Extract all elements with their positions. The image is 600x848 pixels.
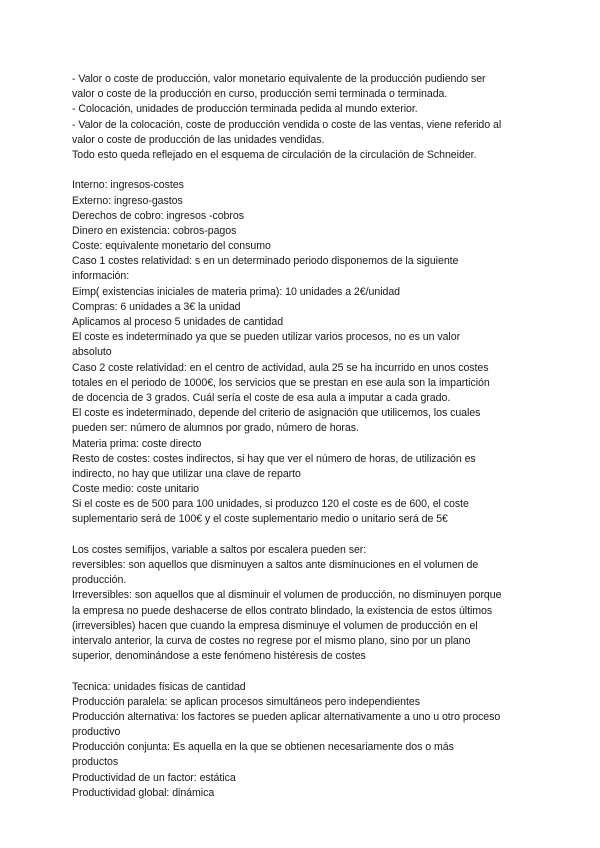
text-line: Derechos de cobro: ingresos -cobros: [72, 209, 244, 222]
paragraph-cost-definitions: [72, 178, 534, 527]
paragraph-semifixed-costs: [72, 543, 534, 665]
text-line: superior, denominándose a este fenómeno histéresis de costes: [72, 650, 366, 663]
text-line: reversibles: son aquellos que disminuyen a saltos ante disminuciones en el volumen de: [72, 559, 479, 571]
paragraph-production-types: [72, 680, 534, 802]
paragraph-production-values: [72, 72, 534, 163]
text-line: - Valor o coste de producción, valor monetario equivalente de la producción pudiendo ser: [72, 73, 486, 85]
text-line: Irreversibles: son aquellos que al disminuir el volumen de producción, no disminuyen porque: [72, 589, 502, 602]
text-line: Materia prima: coste directo: [72, 437, 202, 450]
text-line: (irreversibles) hacen que cuando la empresa disminuye el volumen de producción en el: [72, 619, 478, 632]
text-line: Los costes semifijos, variable a saltos por escalera pueden ser:: [72, 543, 367, 556]
text-line: valor o coste de la producción en curso, producción semi terminada o terminada.: [72, 88, 448, 101]
text-line: indirecto, no hay que utilizar una clave de reparto: [72, 467, 301, 480]
text-line: valor o coste de producción de las unidades vendidas.: [72, 133, 325, 146]
text-line: suplementario será de 100€ y el coste suplementario medio o unitario será de 5€: [72, 513, 448, 526]
text-line: de docencia de 3 grados. Cuál sería el coste de esa aula a imputar a cada grado.: [72, 391, 451, 404]
text-line: - Valor de la colocación, coste de producción vendida o coste de las ventas, viene referido al: [72, 118, 502, 131]
text-line: Externo: ingreso-gastos: [72, 194, 183, 207]
text-line: producción.: [72, 574, 127, 587]
text-line: El coste es indeterminado, depende del criterio de asignación que utilicemos, los cuales: [72, 407, 481, 420]
text-line: intervalo anterior, la curva de costes no regrese por el mismo plano, sino por un plano: [72, 634, 471, 647]
text-line: productos: [72, 756, 119, 769]
text-line: la empresa no puede deshacerse de ellos contrato blindado, la existencia de estos últimos: [72, 604, 493, 617]
paragraph-spacer: [72, 664, 534, 679]
text-line: Resto de costes: costes indirectos, si hay que ver el número de horas, de utilización es: [72, 452, 476, 465]
paragraph-spacer: [72, 163, 534, 178]
text-line: Si el coste es de 500 para 100 unidades, si produzco 120 el coste es de 600, el coste: [72, 498, 469, 511]
text-line: - Colocación, unidades de producción terminada pedida al mundo exterior.: [72, 103, 418, 116]
text-line: Coste: equivalente monetario del consumo: [72, 240, 271, 253]
paragraph-spacer: [72, 528, 534, 543]
text-line: Producción conjunta: Es aquella en la que se obtienen necesariamente dos o más: [72, 741, 454, 754]
text-line: absoluto: [72, 346, 112, 359]
text-line: Dinero en existencia: cobros-pagos: [72, 224, 237, 237]
text-line: Aplicamos al proceso 5 unidades de cantidad: [72, 316, 284, 328]
text-line: Productividad de un factor: estática: [72, 771, 236, 784]
document-body: [72, 72, 534, 801]
text-line: totales en el periodo de 1000€, los servicios que se prestan en ese aula son la impartición: [72, 376, 490, 389]
text-line: Interno: ingresos-costes: [72, 179, 184, 192]
text-line: Eimp( existencias iniciales de materia prima): 10 unidades a 2€/unidad: [72, 285, 401, 298]
text-line: información:: [72, 270, 130, 283]
text-line: El coste es indeterminado ya que se pueden utilizar varios procesos, no es un valor: [72, 331, 461, 344]
text-line: Producción paralela: se aplican procesos simultáneos pero independientes: [72, 695, 420, 708]
text-line: Tecnica: unidades físicas de cantidad: [72, 680, 246, 693]
text-line: Todo esto queda reflejado en el esquema de circulación de la circulación de Schneider.: [72, 148, 477, 161]
text-line: Producción alternativa: los factores se pueden aplicar alternativamente a uno u otro proceso: [72, 710, 501, 723]
text-line: Caso 2 coste relatividad: en el centro de actividad, aula 25 se ha incurrido en unos costes: [72, 361, 489, 374]
text-line: Caso 1 costes relatividad: s en un determinado periodo disponemos de la siguiente: [72, 255, 459, 268]
text-line: pueden ser: número de alumnos por grado, número de horas.: [72, 422, 359, 435]
text-line: Productividad global: dinámica: [72, 786, 215, 799]
text-line: Compras: 6 unidades a 3€ la unidad: [72, 300, 241, 313]
text-line: Coste medio: coste unitario: [72, 483, 200, 496]
text-line: productivo: [72, 726, 121, 739]
